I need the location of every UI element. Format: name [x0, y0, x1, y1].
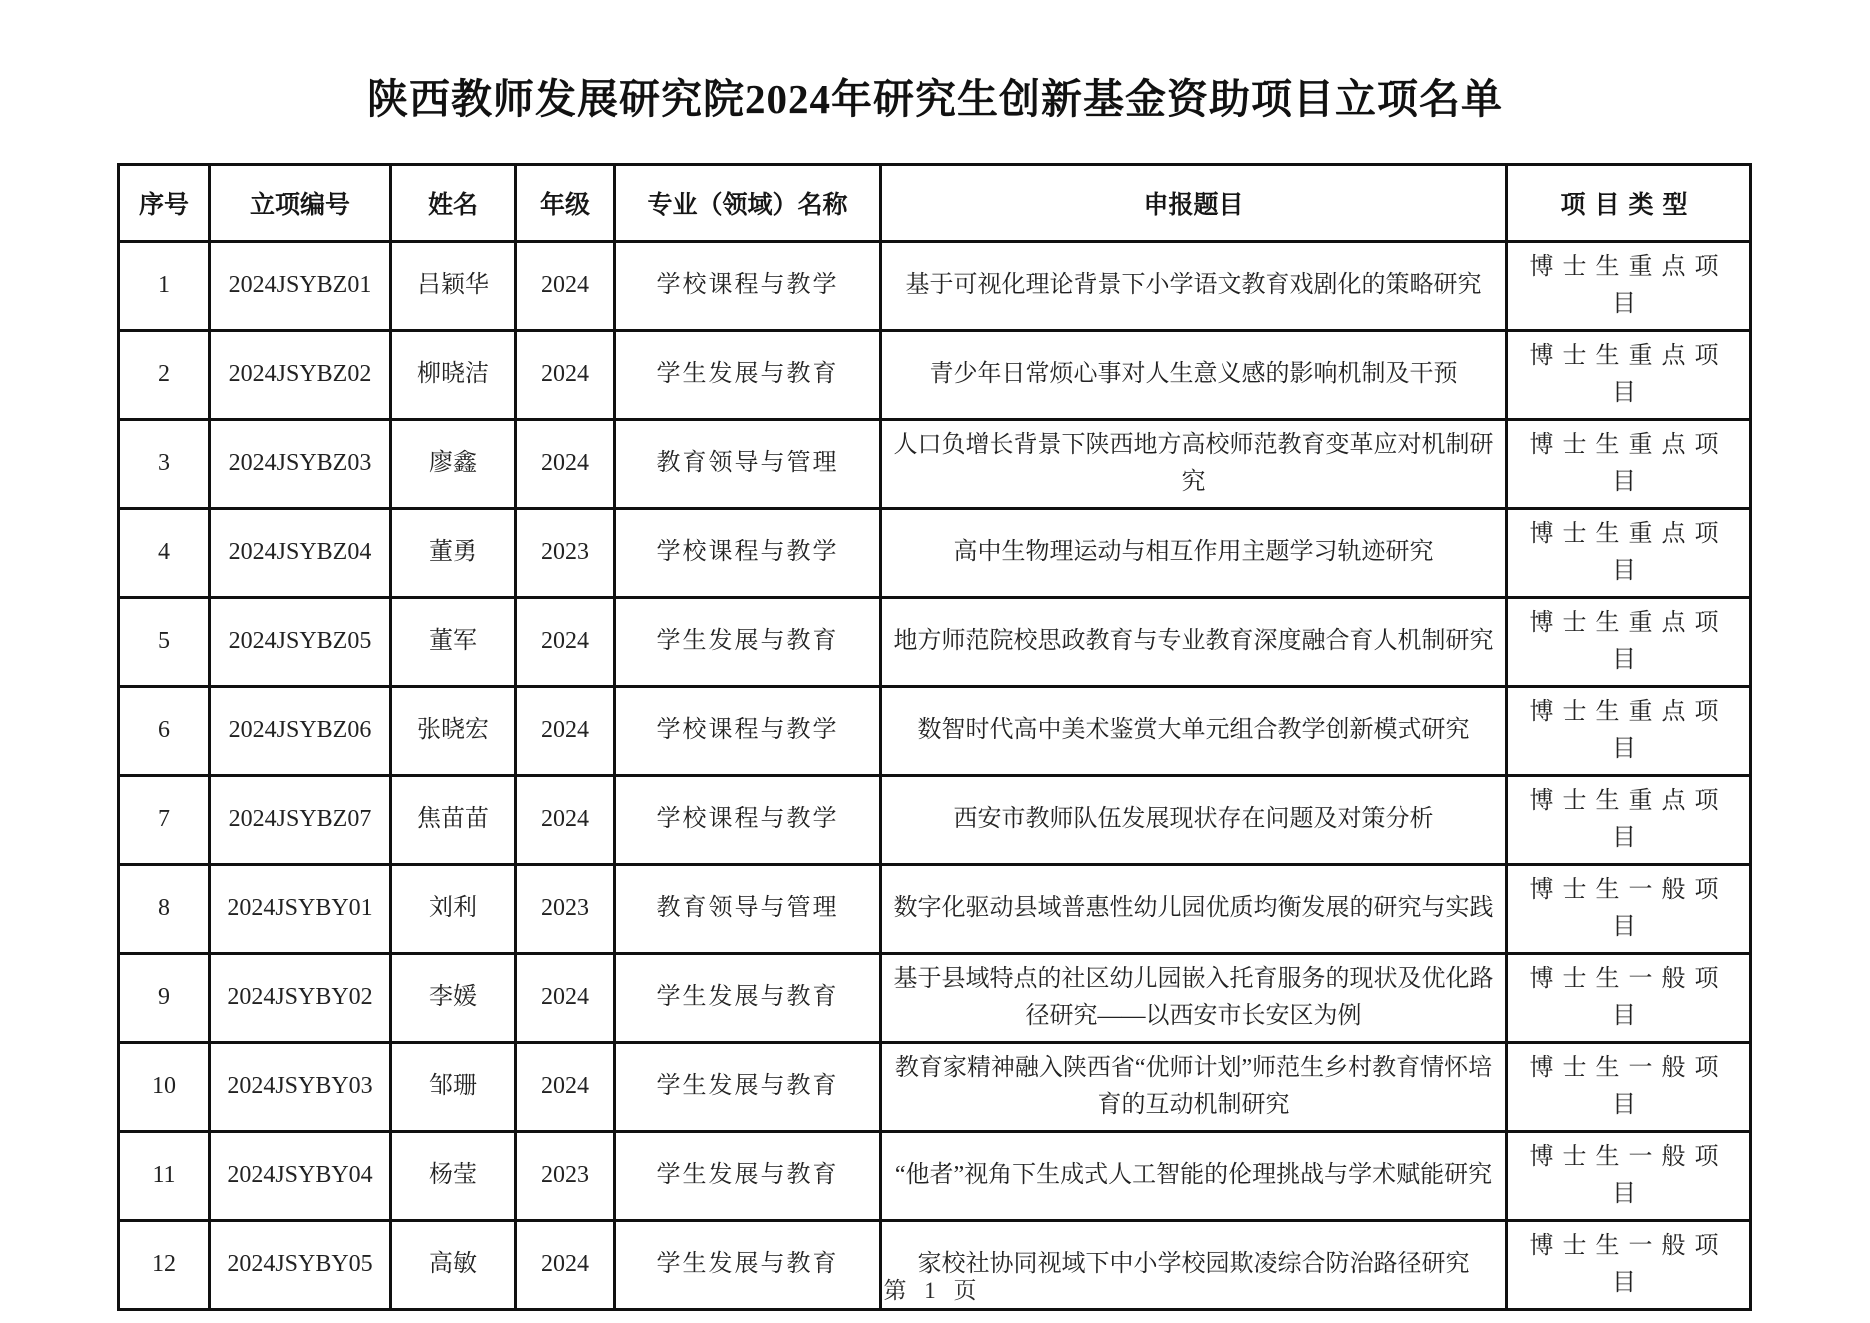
cell-major: 学生发展与教育 [615, 331, 881, 420]
cell-name: 柳晓洁 [391, 331, 516, 420]
cell-title: 地方师范院校思政教育与专业教育深度融合育人机制研究 [881, 598, 1507, 687]
cell-major: 教育领导与管理 [615, 420, 881, 509]
cell-grade: 2023 [516, 1132, 615, 1221]
cell-type: 博士生一般项目 [1507, 865, 1751, 954]
table-row [119, 1043, 1751, 1132]
cell-grade: 2024 [516, 687, 615, 776]
cell-grade: 2023 [516, 865, 615, 954]
cell-title: 青少年日常烦心事对人生意义感的影响机制及干预 [881, 331, 1507, 420]
cell-name: 焦苗苗 [391, 776, 516, 865]
cell-major: 学校课程与教学 [615, 776, 881, 865]
cell-name: 董勇 [391, 509, 516, 598]
cell-type: 博士生重点项目 [1507, 331, 1751, 420]
table-row [119, 1132, 1751, 1221]
cell-title: 数智时代高中美术鉴赏大单元组合教学创新模式研究 [881, 687, 1507, 776]
cell-name: 廖鑫 [391, 420, 516, 509]
cell-no: 10 [119, 1043, 210, 1132]
cell-type: 博士生重点项目 [1507, 598, 1751, 687]
cell-grade: 2024 [516, 598, 615, 687]
cell-type: 博士生重点项目 [1507, 242, 1751, 331]
cell-title: 西安市教师队伍发展现状存在问题及对策分析 [881, 776, 1507, 865]
cell-name: 邹珊 [391, 1043, 516, 1132]
cell-title: “他者”视角下生成式人工智能的伦理挑战与学术赋能研究 [881, 1132, 1507, 1221]
cell-title: 人口负增长背景下陕西地方高校师范教育变革应对机制研究 [881, 420, 1507, 509]
cell-major: 学生发展与教育 [615, 954, 881, 1043]
cell-id: 2024JSYBZ01 [210, 242, 391, 331]
cell-no: 1 [119, 242, 210, 331]
cell-major: 学校课程与教学 [615, 509, 881, 598]
cell-major: 学生发展与教育 [615, 598, 881, 687]
cell-title: 数字化驱动县域普惠性幼儿园优质均衡发展的研究与实践 [881, 865, 1507, 954]
cell-major: 学校课程与教学 [615, 687, 881, 776]
cell-name: 杨莹 [391, 1132, 516, 1221]
cell-type: 博士生一般项目 [1507, 1221, 1751, 1310]
cell-major: 学校课程与教学 [615, 242, 881, 331]
table-row [119, 776, 1751, 865]
cell-type: 博士生一般项目 [1507, 954, 1751, 1043]
cell-grade: 2024 [516, 1221, 615, 1310]
page-title: 陕西教师发展研究院2024年研究生创新基金资助项目立项名单 [367, 76, 1503, 122]
cell-title: 高中生物理运动与相互作用主题学习轨迹研究 [881, 509, 1507, 598]
page-number: 第 1 页 [883, 1278, 983, 1303]
cell-grade: 2024 [516, 420, 615, 509]
cell-major: 学生发展与教育 [615, 1043, 881, 1132]
cell-id: 2024JSYBZ03 [210, 420, 391, 509]
projects-table [117, 163, 1752, 1311]
cell-type: 博士生一般项目 [1507, 1043, 1751, 1132]
cell-type: 博士生一般项目 [1507, 1132, 1751, 1221]
cell-title: 基于县域特点的社区幼儿园嵌入托育服务的现状及优化路径研究——以西安市长安区为例 [881, 954, 1507, 1043]
cell-title: 家校社协同视域下中小学校园欺凌综合防治路径研究 [881, 1221, 1507, 1310]
column-header-name: 姓名 [391, 165, 516, 242]
table-row [119, 331, 1751, 420]
cell-major: 学生发展与教育 [615, 1132, 881, 1221]
cell-no: 5 [119, 598, 210, 687]
cell-no: 11 [119, 1132, 210, 1221]
column-header-id: 立项编号 [210, 165, 391, 242]
cell-major: 学生发展与教育 [615, 1221, 881, 1310]
cell-id: 2024JSYBY03 [210, 1043, 391, 1132]
cell-id: 2024JSYBZ06 [210, 687, 391, 776]
cell-no: 9 [119, 954, 210, 1043]
table-row [119, 242, 1751, 331]
cell-grade: 2024 [516, 1043, 615, 1132]
cell-id: 2024JSYBZ02 [210, 331, 391, 420]
column-header-type: 项目类型 [1507, 165, 1751, 242]
cell-id: 2024JSYBZ07 [210, 776, 391, 865]
table-row [119, 420, 1751, 509]
column-header-grade: 年级 [516, 165, 615, 242]
cell-id: 2024JSYBY04 [210, 1132, 391, 1221]
cell-grade: 2024 [516, 242, 615, 331]
table-row [119, 509, 1751, 598]
table-row [119, 954, 1751, 1043]
column-header-major: 专业（领域）名称 [615, 165, 881, 242]
column-header-title: 申报题目 [881, 165, 1507, 242]
cell-type: 博士生重点项目 [1507, 420, 1751, 509]
cell-name: 张晓宏 [391, 687, 516, 776]
cell-id: 2024JSYBZ05 [210, 598, 391, 687]
cell-name: 高敏 [391, 1221, 516, 1310]
cell-grade: 2023 [516, 509, 615, 598]
cell-grade: 2024 [516, 776, 615, 865]
cell-type: 博士生重点项目 [1507, 687, 1751, 776]
cell-no: 3 [119, 420, 210, 509]
cell-no: 2 [119, 331, 210, 420]
cell-id: 2024JSYBY01 [210, 865, 391, 954]
cell-name: 吕颖华 [391, 242, 516, 331]
cell-no: 12 [119, 1221, 210, 1310]
cell-major: 教育领导与管理 [615, 865, 881, 954]
cell-title: 基于可视化理论背景下小学语文教育戏剧化的策略研究 [881, 242, 1507, 331]
cell-title: 教育家精神融入陕西省“优师计划”师范生乡村教育情怀培育的互动机制研究 [881, 1043, 1507, 1132]
cell-no: 6 [119, 687, 210, 776]
cell-name: 董军 [391, 598, 516, 687]
table-row [119, 598, 1751, 687]
cell-name: 刘利 [391, 865, 516, 954]
cell-no: 7 [119, 776, 210, 865]
cell-no: 4 [119, 509, 210, 598]
cell-grade: 2024 [516, 331, 615, 420]
table-row [119, 687, 1751, 776]
cell-id: 2024JSYBY02 [210, 954, 391, 1043]
cell-name: 李媛 [391, 954, 516, 1043]
cell-grade: 2024 [516, 954, 615, 1043]
cell-id: 2024JSYBZ04 [210, 509, 391, 598]
cell-no: 8 [119, 865, 210, 954]
cell-id: 2024JSYBY05 [210, 1221, 391, 1310]
table-header-row [119, 165, 1751, 242]
cell-type: 博士生重点项目 [1507, 776, 1751, 865]
cell-type: 博士生重点项目 [1507, 509, 1751, 598]
column-header-no: 序号 [119, 165, 210, 242]
table-row [119, 865, 1751, 954]
